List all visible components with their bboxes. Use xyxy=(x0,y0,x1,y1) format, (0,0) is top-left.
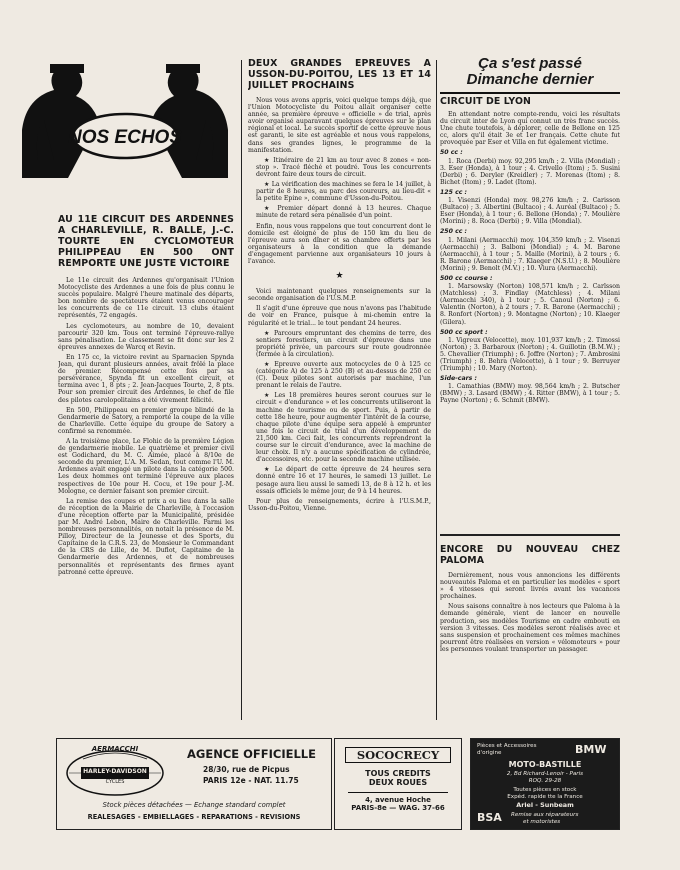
bullet-item: Les 18 premières heures seront courues sur le circuit « d'endurance » et les concurrents utiliseront la machine de tourisme ou de sport. Puis, à partir de cette 18e heure, pour augmenter l'intérêt de la course, chaque pilote d'une équipe sera appelé à emprunter une fois le circuit de trial d'un développement de 21,500 km. Ceci fait, les concurrents reprendront la course sur le circuit d'endurance, avec la machine de leur choix. Il n'y a aucune spécification de cylindrée, d'accessoires, etc. pour la seconde machine utilisée. xyxy=(256,392,431,464)
ad3-line4: Expéd. rapide tte la France xyxy=(507,794,583,800)
bullet-item: La vérification des machines se fera le 14 juillet, à partir de 8 heures, au parc des coureurs, au lieu-dit « la petite Epine », commune d'Usson-du-Poitou. xyxy=(256,181,431,203)
ad-moto-bastille xyxy=(470,738,620,830)
ad3-line6: Remise aux réparateurs xyxy=(511,812,579,818)
paragraph: Les cyclomoteurs, au nombre de 10, devaient parcourir 320 km. Tous ont terminé l'épreuve-rallye sans pénalisation. Le classement se fit donc sur les 2 épreuves annexes de Warcq et Revin. xyxy=(58,322,234,351)
ad2-name: SOCOCRECY xyxy=(345,747,451,763)
article-paloma xyxy=(440,544,620,719)
bullet-item: Itinéraire de 21 km au tour avec 8 zones « non-stop ». Tracé fléché et poudré. Tous les concurrents devront faire deux tours de circuit. xyxy=(256,156,431,178)
banner-line-1: Ça s'est passé xyxy=(478,55,582,72)
results-text: 1. Camathias (BMW) moy. 98,564 km/h ; 2. Butscher (BMW) ; 3. Lasard (BMW) ; 4. Ritter (BMW), à 1 tour ; 5. Payne (Norton) ; 6. Schmit (BMW). xyxy=(440,383,620,405)
paragraph: Nous saisons connaître à nos lecteurs que Paloma à la demande générale, vient de lancer en nouvelle production, ses modèles Tourisme en cadre embouti en version 3 vitesses. Ces modèles seront réalisés avec et sans suspension et prochainement ces mêmes machines pourront être réalisées en version « vélomoteurs » pour les personnes voulant transporter un passager. xyxy=(440,603,620,653)
ad2-line1: TOUS CREDITS xyxy=(365,769,431,778)
bullet-item: Epreuve ouverte aux motocycles de 0 à 125 cc (catégorie A) de 125 à 250 (B) et au-dessus de 250 cc (C). Deux pilotes sont autorisés par machine, l'un prenant le relais de l'autre. xyxy=(256,361,431,390)
results-heading: 125 cc : xyxy=(440,188,468,196)
ad3-name: MOTO-BASTILLE xyxy=(508,760,582,769)
paragraph: En 500, Philippeau en premier groupe blindé de la Gendarmerie de Satory, a remporté la coupe de la ville de Charleville. Cette équipe du groupe de Satory a confirmé sa renommée. xyxy=(58,406,234,435)
banner-dimanche xyxy=(440,56,620,94)
nos-echos-label: NOS ECHOS xyxy=(67,127,183,148)
results-heading: 250 cc : xyxy=(440,228,468,236)
paragraph: Dernièrement, nous vous annoncions les différents nouveautés Paloma et en particulier les modèles « sport » 4 vitesses qui seront livrés avant les vacances prochaines. xyxy=(440,572,620,601)
article-ardennes-title: AU 11E CIRCUIT DES ARDENNES A CHARLEVILLE, R. BALLE, J.-C. TOURTE EN CYCLOMOTEUR PHILIPPEAU EN 500 ONT REMPORTE UNE JUSTE VICTOIRE xyxy=(58,214,234,269)
ad2-addr: 4, avenue Hoche xyxy=(365,796,431,804)
article-usson-title: DEUX GRANDES EPREUVES A USSON-DU-POITOU, LES 13 ET 14 JUILLET PROCHAINS xyxy=(248,58,431,91)
ad1-line1: Stock pièces détachées — Echange standard complet xyxy=(102,801,286,809)
ad3-bmw: BMW xyxy=(575,743,607,756)
results-text: 1. Vigreux (Velocette), moy. 101,937 km/h ; 2. Timossi (Norton) ; 3. Barbaroux (Norton) ; 4. Guillotin (B.M.W.) ; 5. Chevallier (Triumph) ; 6. Joffre (Norton) ; 7. Ambrosini (Triumph) ; 8. Behra (Velocette), à 1 tour ; 9. Berruyer (Triumph) ; 10. Mary (Norton). xyxy=(440,336,620,373)
horizontal-divider xyxy=(440,534,620,536)
article-lyon xyxy=(440,96,620,526)
ad1-brand-mid: HARLEY-DAVIDSON xyxy=(83,768,147,775)
banner-line-2: Dimanche dernier xyxy=(466,71,594,88)
ad-sococrecy xyxy=(334,738,462,830)
article-paloma-title: ENCORE DU NOUVEAU CHEZ PALOMA xyxy=(440,544,620,566)
ad1-brand-top: AERMACCHI xyxy=(91,745,139,753)
ad3-line5: Ariel - Sunbeam xyxy=(516,801,574,809)
star-divider: ★ xyxy=(335,271,344,282)
ad3-bsa: BSA xyxy=(477,811,502,824)
results-text: 1. Milani (Aermacchi) moy. 104,359 km/h ; 2. Visenzi (Aermacchi) ; 3. Balboni (Mondial) ; 4. M. Barone (Aermacchi), à 1 tour ; 5. Maille (Morini), à 2 tours ; 6. R. Barone (Aermacchi) ; 7. Klaeger (N.S.U.) ; 8. Moulière (Morini) ; 9. Benolt (M.V.) ; 10. Viura (Aermacchi). xyxy=(440,236,620,272)
results-heading: 500 cc course : xyxy=(440,274,493,282)
paragraph: En attendant notre compte-rendu, voici les résultats du circuit inter de Lyon qui connut un très franc succès. Une chute toutefois, à déplorer, celle de Bellone en 125 cc, alors qu'il était 3e et 1er français. Cette chute fut provoquée par Eser et Villa en fut également victime. xyxy=(440,111,620,147)
ad2-city: PARIS-8e — WAG. 37-66 xyxy=(351,804,445,812)
results-heading: 500 cc sport : xyxy=(440,328,488,336)
bullet-item: Le départ de cette épreuve de 24 heures sera donné entre 16 et 17 heures, le samedi 13 juillet. Le pesage aura lieu aussi le samedi 13, de 8 à 12 h. et les essais officiels le même jour, de 9 à 14 heures. xyxy=(256,466,431,495)
paragraph: Pour plus de renseignements, écrire à l'U.S.M.P., Usson-du-Poitou, Vienne. xyxy=(248,497,431,512)
ad3-addr1: 2, Bd Richard-Lenoir - Paris xyxy=(506,771,584,777)
ad3-top1: Pièces et Accessoires xyxy=(477,743,537,749)
ad3-line7: et motoristes xyxy=(523,819,561,825)
ad3-addr2: ROQ. 29-28 xyxy=(528,778,562,784)
results-text: 1. Roca (Derbi) moy. 92,295 km/h ; 2. Villa (Mondial) ; 3. Eser (Honda), à 1 tour ; 4. Crivello (Itom) ; 5. Susini (Derbi) ; 6. Deryler (Kreidler) ; 7. Morenas (Itom) ; 8. Bichet (Itom) ; 9. Ladet (Itom). xyxy=(440,157,620,186)
results-heading: Side-cars : xyxy=(440,375,477,383)
column-divider xyxy=(241,60,242,720)
paragraph: Il s'agit d'une épreuve que nous n'avons pas l'habitude de voir en France, puisque à mi-chemin entre la régularité et le trial... le tout pendant 24 heures. xyxy=(248,305,431,327)
ad1-line2: REALESAGES - EMBIELLAGES - REPARATIONS - REVISIONS xyxy=(87,813,301,821)
ad1-addr1: 28/30, rue de Picpus xyxy=(203,765,290,774)
ad3-top2: d'origine xyxy=(477,750,502,756)
ad3-line3: Toutes pièces en stock xyxy=(513,787,577,793)
bullet-item: Parcours empruntant des chemins de terre, des sentiers forestiers, un circuit d'épreuve dans une propriété privée, un parcours sur route goudronnée (fermée à la circulation). xyxy=(256,329,431,358)
ad2-line2: DEUX ROUES xyxy=(368,778,428,787)
results-heading: 50 cc : xyxy=(440,149,463,157)
results-text: 1. Visenzi (Honda) moy. 98,276 km/h ; 2. Carisson (Bultaco) ; 3. Albertini (Bultaco) ; 4. Auréal (Bultaco) ; 5. Eser (Honda), à 1 tour ; 6. Bellone (Honda) ; 7. Moulière (Morini) ; 8. Roca (Derbi) ; 9. Villa (Mondial). xyxy=(440,197,620,226)
paragraph: Nous vous avons appris, voici quelque temps déjà, que l'Union Motocycliste du Poitou allait organiser cette année, sa première épreuve « officielle » de trial, après avoir organisé auparavant quelques épreuves sur le plan régional et local. Le succès sportif de cette épreuve nous est garanti, le site est agréable et nous vous rappelons, dans ses grandes lignes, le programme de la manifestation. xyxy=(248,97,431,154)
paragraph: En 175 cc, la victoire revint au Sparnacien Spynda Jean, qui durant plusieurs années, avait frôlé la place de premier. Récompensé cette fois par sa persévérance, Spynda fit un excellent circuit, et termina avec 1, 8 pts ; 2. Jean-Jacques Tourte, 2, 8 pts. Pour son premier circuit des Ardennes, le chef de file des pilotes carolopolitains a été vivement félicité. xyxy=(58,353,234,404)
column-divider xyxy=(436,60,437,720)
paragraph: Le 11e circuit des Ardennes qu'organisait l'Union Motocycliste des Ardennes a une fois de plus connu le succès populaire. Malgré l'heure matinale des départs, bon nombre de spectateurs étaient venus encourager les concurrents de ce 11e circuit. 13 clubs étaient représentés, 72 engagés. xyxy=(58,277,234,320)
ad-aermacchi xyxy=(56,738,332,830)
results-text: 1. Marsowsky (Norton) 108,571 km/h ; 2. Carlsson (Matchless) ; 3. Findlay (Matchless) ; 4. Milani (Aermacchi 340), à 1 tour ; 5. Canoul (Norton) ; 6. Valentin (Norton), à 2 tours ; 7. R. Barone (Aermacchi) ; 8. Ronfort (Norton) ; 9. Montagne (Norton) ; 10. Klaeger (Gilera). xyxy=(440,283,620,326)
paragraph: Voici maintenant quelques renseignements sur la seconde organisation de l'U.S.M.P. xyxy=(248,288,431,303)
article-ardennes xyxy=(58,214,234,704)
ad1-addr2: PARIS 12e - NAT. 11.75 xyxy=(203,776,299,785)
ad1-agence: AGENCE OFFICIELLE xyxy=(187,747,316,761)
paragraph: La remise des coupes et prix a eu lieu dans la salle de réception de la Mairie de Charleville, à l'occasion d'une réception offerte par la Municipalité, présidée par M. André Lebon, Maire de Charleville. Parmi les nombreuses personnalités, on notait la présence de M. Pilloy, Directeur de la Jeunesse et des Sports, du Capitaine de la C.R.S. 23, de Monsieur le Commandant de la CRS de Lille, de M. Duflot, Capitaine de la Gendarmerie des Ardennes, et de nombreuses personnalités et représentants des firmes ayant patronné cette épreuve. xyxy=(58,497,234,576)
bullet-item: Premier départ donné à 13 heures. Chaque minute de retard sera pénalisée d'un point. xyxy=(256,205,431,220)
paragraph: Enfin, nous vous rappelons que tout concurrent dont le domicile est éloigné de plus de 150 km du lieu de l'épreuve aura son dîner et sa chambre offerts par les organisateurs à la condition que la demande d'engagement parvienne aux organisateurs 10 jours à l'avance. xyxy=(248,222,431,265)
article-usson: DEUX GRANDES EPREUVES A USSON-DU-POITOU, LES 13 ET 14 JUILLET PROCHAINS Nous vous avons appris, voici quelque temps déjà, que l'Union Motocycliste du Poitou allait organiser cette année, sa première épreuve « officielle » de trial, après avoir organisé auparavant quelques épreuves sur le plan régional et local. Le succès sportif de cette épreuve nous est garanti, le site est agréable et nous vous rappelons, dans ses grandes lignes, le programme de la manifestation. ★ Itinéraire de 21 km au tour avec 8 zones « non-stop ». Tracé fléché et poudré. Tous les concurrents devront faire deux tours de circuit. ★ La vérification des machines se fera le 14 juillet, à partir de 8 heures, au parc des coureurs, au lieu-dit « la petite Epine », commune d'Usson-du-Poitou. ★ Premier départ donné à 13 heures. Chaque minute de retard sera pénalisée d'un point. Enfin, nous vous rappelons que tout concurrent dont le domicile est éloigné de plus de 150 km du lieu de l'épreuve aura son dîner et sa chambre offerts par les organisateurs à la condition que la demande d'engagement parvienne aux organisateurs 10 jours à l'avance. ★ Voici maintenant quelques renseignements sur la seconde organisation de l'U.S.M.P. Il s'agit d'une épreuve que nous n'avons pas l'habitude de voir en France, puisque à mi-chemin entre la régularité et le trial... le tout pendant 24 heures. ★ Parcours empruntant des chemins de terre, des sentiers forestiers, un circuit d'épreuve dans une propriété privée, un parcours sur route goudronnée (fermée à la circulation). ★ Epreuve ouverte aux motocycles de 0 à 125 cc (catégorie A) de 125 à 250 (B) et au-dessus de 250 cc (C). Deux pilotes sont autorisés par machine, l'un prenant le relais de l'autre. ★ Les 18 premières heures seront courues sur le circuit « d'endurance » et les concurrents utiliseront la machine de tourisme ou de sport. Puis, à partir de cette 18e heure, pour augmenter l'intérêt de la course, chaque pilote d'une équipe sera appelé à emprunter une fois le circuit de trial d'un développement de 21,500 km. Ceci fait, les concurrents reprendront la course sur le circuit d'endurance, avec la machine de leur choix. Il n'y a aucune spécification de cylindrée, d'accessoires, etc. pour la seconde machine utilisée. ★ Le départ de cette épreuve de 24 heures sera donné entre 16 et 17 heures, le samedi 13 juillet. Le pesage aura lieu aussi le samedi 13, de 8 à 12 h. et les essais officiels le même jour, de 9 à 14 heures. Pour plus de renseignements, écrire à l'U.S.M.P., Usson-du-Poitou, Vienne. xyxy=(248,58,431,512)
nos-echos-illustration xyxy=(14,60,236,178)
article-lyon-title: CIRCUIT DE LYON xyxy=(440,96,531,107)
ad1-brand-bot: CYCLES xyxy=(105,779,125,785)
paragraph: A la troisième place, Le Flohic de la première Légion de gendarmerie mobile. Le quatrième et premier civil est Godichard, du M. C. Aimée, placé à 8/10e de seconde du premier, L'A. M. Sedan, tout comme l'U. M. Ardennes avait engagé un pilote dans la catégorie 500. Les deux hommes ont terminé l'épreuve aux places respectives de 10e pour H. Cocu, et 19e pour J.-M. Mologne, ce dernier faisant son premier circuit. xyxy=(58,437,234,495)
